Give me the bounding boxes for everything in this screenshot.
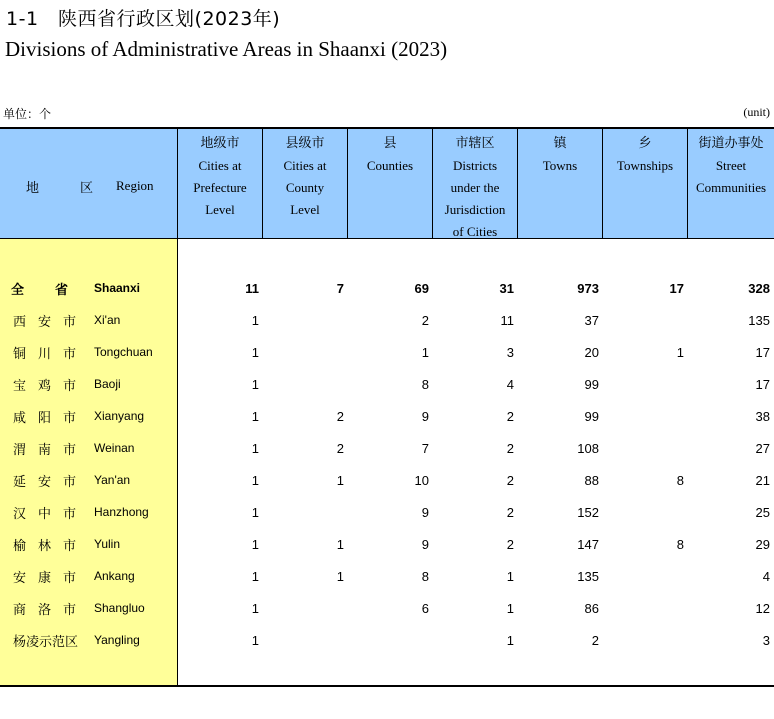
row-cell-4: 973: [577, 280, 599, 296]
row-cell-5: 17: [669, 280, 684, 296]
row-region-en: Baoji: [94, 377, 121, 391]
row-cell-2: 6: [421, 600, 429, 616]
table-row: [0, 560, 774, 592]
row-cell-6: 17: [755, 344, 770, 360]
table-row: [0, 432, 774, 464]
row-region-cn: 宝鸡市: [13, 378, 89, 394]
row-region-en: Yangling: [94, 633, 140, 647]
table-body: [0, 272, 774, 656]
row-cell-4: 99: [584, 408, 599, 424]
row-region-cn: 咸阳市: [13, 410, 89, 426]
row-region-en: Hanzhong: [94, 505, 149, 519]
row-cell-2: 8: [421, 568, 429, 584]
row-region-en: Tongchuan: [94, 345, 153, 359]
table-row: [0, 528, 774, 560]
row-cell-1: 7: [336, 280, 344, 296]
header-col-0: [178, 129, 263, 238]
row-region-en: Shangluo: [94, 601, 145, 615]
row-cell-2: 2: [421, 312, 429, 328]
header-col-0-en-2: Level: [205, 202, 235, 217]
header-region-en: Region: [116, 178, 154, 193]
row-region-cn: 延安市: [13, 474, 89, 490]
row-cell-6: 17: [755, 376, 770, 392]
row-cell-4: 147: [577, 536, 599, 552]
header-col-1-en-2: Level: [290, 202, 320, 217]
table-row: [0, 400, 774, 432]
header-col-0-en-1: Prefecture: [193, 180, 247, 195]
row-region-cn: 杨凌示范区: [13, 634, 79, 650]
row-cell-4: 135: [577, 568, 599, 584]
row-cell-6: 25: [755, 504, 770, 520]
header-col-3-en-0: Districts: [452, 158, 498, 173]
header-col-6-cn: 街道办事处: [698, 136, 764, 151]
row-cell-0: 1: [251, 376, 259, 392]
table-row: [0, 272, 774, 304]
row-region-en: Xianyang: [94, 409, 145, 423]
row-cell-3: 1: [506, 600, 514, 616]
page-title-cn: 1-1 陕西省行政区划(2023年): [6, 8, 281, 30]
header-col-0-cn: 地级市: [200, 136, 240, 151]
row-region-cn: 安康市: [13, 570, 89, 586]
row-cell-2: 9: [421, 408, 429, 424]
row-region-cn: 西安市: [13, 314, 89, 330]
row-region-en: Weinan: [94, 441, 135, 455]
row-cell-5: 1: [676, 344, 684, 360]
header-col-6: [688, 129, 774, 238]
table-row: [0, 592, 774, 624]
row-cell-4: 88: [584, 472, 599, 488]
unit-label-en: (unit): [743, 105, 770, 119]
row-cell-3: 2: [506, 536, 514, 552]
row-cell-2: 9: [421, 504, 429, 520]
header-col-3-en-2: Jurisdiction: [444, 202, 506, 217]
row-region-cn: 全省: [11, 282, 100, 298]
row-cell-1: 2: [336, 440, 344, 456]
header-col-6-en-0: Street: [715, 158, 747, 173]
row-region-en: Shaanxi: [94, 281, 141, 295]
header-region-cn: 地 区: [26, 181, 108, 196]
header-col-2-en-0: Counties: [366, 158, 414, 173]
page-title-en: Divisions of Administrative Areas in Shaanxi (2023): [5, 37, 448, 61]
row-cell-2: 69: [414, 280, 429, 296]
row-cell-3: 1: [506, 632, 514, 648]
header-col-4-en-0: Towns: [542, 158, 578, 173]
header-col-1-en-1: County: [285, 180, 325, 195]
row-region-cn: 商洛市: [13, 602, 89, 618]
header-col-6-en-1: Communities: [695, 180, 767, 195]
row-cell-4: 20: [584, 344, 599, 360]
header-col-3: [433, 129, 518, 238]
row-cell-5: 8: [676, 472, 684, 488]
row-cell-4: 99: [584, 376, 599, 392]
row-cell-0: 1: [251, 568, 259, 584]
header-col-1-en-0: Cities at: [283, 158, 327, 173]
row-cell-3: 2: [506, 440, 514, 456]
table-row: [0, 304, 774, 336]
row-cell-6: 328: [748, 280, 770, 296]
row-cell-3: 1: [506, 568, 514, 584]
row-cell-0: 1: [251, 600, 259, 616]
row-cell-6: 3: [762, 632, 770, 648]
header-col-2: [348, 129, 433, 238]
row-cell-3: 31: [499, 280, 514, 296]
row-cell-2: 10: [414, 472, 429, 488]
table-row: [0, 464, 774, 496]
row-cell-0: 1: [251, 344, 259, 360]
row-cell-4: 37: [584, 312, 599, 328]
row-cell-0: 11: [245, 280, 259, 296]
row-cell-2: 8: [421, 376, 429, 392]
row-cell-0: 1: [251, 536, 259, 552]
row-cell-0: 1: [251, 504, 259, 520]
row-cell-2: 7: [421, 440, 429, 456]
row-cell-1: 2: [336, 408, 344, 424]
row-cell-6: 4: [762, 568, 770, 584]
row-cell-3: 11: [500, 312, 514, 328]
row-cell-6: 29: [755, 536, 770, 552]
row-cell-3: 4: [506, 376, 514, 392]
header-col-5-cn: 乡: [638, 136, 652, 151]
row-cell-0: 1: [251, 632, 259, 648]
row-cell-3: 3: [506, 344, 514, 360]
table-row: [0, 496, 774, 528]
row-cell-6: 21: [755, 472, 770, 488]
header-col-1-cn: 县级市: [285, 136, 325, 151]
row-cell-1: 1: [336, 568, 344, 584]
row-cell-0: 1: [251, 408, 259, 424]
header-col-1: [263, 129, 348, 238]
row-cell-4: 108: [577, 440, 599, 456]
row-cell-6: 27: [755, 440, 770, 456]
header-col-3-en-1: under the: [450, 180, 500, 195]
row-region-cn: 铜川市: [13, 346, 89, 362]
header-col-5-en-0: Townships: [616, 158, 674, 173]
row-cell-3: 2: [506, 504, 514, 520]
unit-label-cn: 单位：个: [3, 107, 52, 121]
header-col-3-en-3: of Cities: [452, 224, 498, 239]
header-col-5: [603, 129, 688, 238]
row-region-en: Ankang: [94, 569, 135, 583]
row-cell-1: 1: [336, 536, 344, 552]
table-header: [0, 129, 774, 239]
header-col-4-cn: 镇: [553, 136, 567, 151]
row-cell-2: 1: [421, 344, 429, 360]
table-row: [0, 368, 774, 400]
row-cell-2: 9: [421, 536, 429, 552]
row-cell-6: 135: [748, 312, 770, 328]
row-cell-6: 12: [755, 600, 770, 616]
row-cell-4: 152: [577, 504, 599, 520]
header-region: [0, 129, 178, 238]
row-cell-1: 1: [336, 472, 344, 488]
table-row: [0, 336, 774, 368]
row-region-cn: 汉中市: [13, 506, 89, 522]
divisions-table: [0, 127, 774, 687]
row-region-cn: 榆林市: [13, 538, 89, 554]
header-col-3-cn: 市辖区: [455, 136, 495, 151]
row-cell-6: 38: [755, 408, 770, 424]
row-cell-0: 1: [251, 440, 259, 456]
table-row: [0, 624, 774, 656]
row-region-en: Yulin: [94, 537, 121, 551]
row-cell-3: 2: [506, 408, 514, 424]
header-col-2-cn: 县: [383, 136, 397, 151]
row-cell-3: 2: [506, 472, 514, 488]
row-cell-0: 1: [251, 472, 259, 488]
row-cell-4: 86: [584, 600, 599, 616]
row-cell-0: 1: [251, 312, 259, 328]
header-col-4: [518, 129, 603, 238]
row-region-cn: 渭南市: [13, 442, 89, 458]
header-col-0-en-0: Cities at: [198, 158, 242, 173]
row-cell-4: 2: [591, 632, 599, 648]
row-region-en: Yan'an: [94, 473, 131, 487]
row-region-en: Xi'an: [94, 313, 121, 327]
row-cell-5: 8: [676, 536, 684, 552]
